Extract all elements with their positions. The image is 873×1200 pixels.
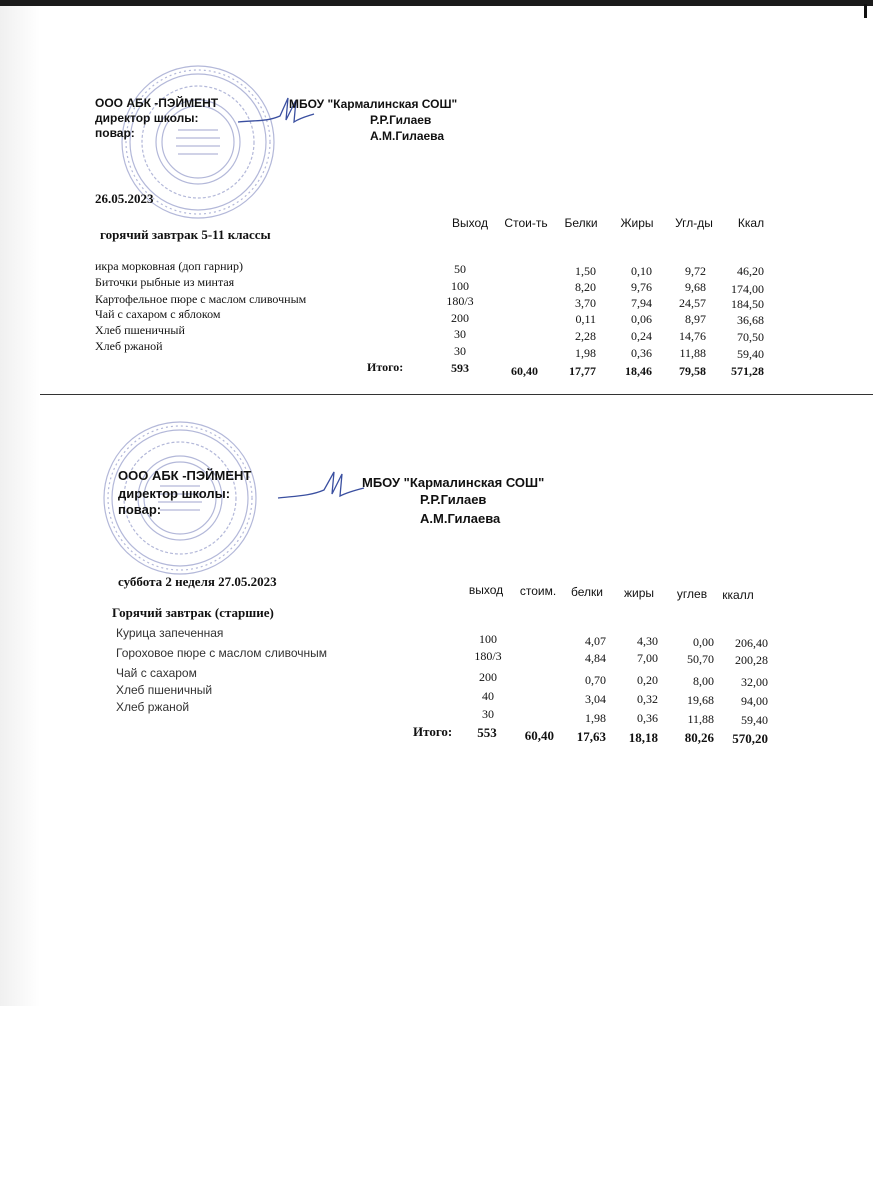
item-kcal: 94,00 [741, 694, 768, 708]
item-protein: 3,04 [585, 692, 606, 706]
item-kcal: 32,00 [741, 675, 768, 689]
item-out: 30 [454, 327, 466, 341]
item-name: Курица запеченная [116, 626, 224, 640]
cook-label: повар: [118, 502, 162, 517]
director-label: директор школы: [95, 111, 199, 125]
total-protein: 17,77 [569, 364, 596, 378]
item-protein: 0,70 [585, 673, 606, 687]
item-carbs: 9,68 [685, 280, 706, 294]
item-name: Картофельное пюре с маслом сливочным [95, 292, 307, 306]
item-fat: 7,94 [631, 296, 652, 310]
item-fat: 9,76 [631, 280, 652, 294]
col-header-cost: Стои-ть [504, 216, 548, 230]
item-kcal: 184,50 [731, 297, 764, 311]
cook-name: А.М.Гилаева [420, 511, 501, 526]
signature-2 [276, 466, 366, 506]
col-header-out: Выход [452, 216, 488, 230]
total-label: Итого: [367, 360, 404, 374]
col-header-carbs: углев [676, 587, 708, 601]
item-fat: 0,10 [631, 264, 652, 278]
total-out: 553 [477, 725, 497, 740]
col-header-kcal: Ккал [737, 216, 765, 230]
item-name: Чай с сахаром с яблоком [95, 307, 221, 321]
item-out: 180/3 [446, 294, 474, 308]
menu-date: суббота 2 неделя 27.05.2023 [118, 574, 277, 589]
director-label: директор школы: [118, 486, 231, 501]
cook-name: А.М.Гилаева [370, 129, 445, 143]
total-out: 593 [451, 361, 469, 375]
item-fat: 0,36 [631, 346, 652, 360]
item-protein: 3,70 [575, 296, 596, 310]
item-name: Биточки рыбные из минтая [95, 275, 235, 289]
item-protein: 1,98 [585, 711, 606, 725]
school-name: МБОУ "Кармалинская СОШ" [289, 97, 458, 111]
item-name: Гороховое пюре с маслом сливочным [116, 646, 327, 660]
item-out: 100 [479, 632, 497, 646]
item-protein: 8,20 [575, 280, 596, 294]
total-carbs: 79,58 [679, 364, 706, 378]
cook-label: повар: [95, 126, 135, 140]
meal-title: горячий завтрак 5-11 классы [100, 227, 271, 242]
item-protein: 1,50 [575, 264, 596, 278]
item-carbs: 19,68 [687, 693, 714, 707]
col-header-carbs: Угл-ды [675, 216, 713, 230]
item-out: 180/3 [474, 649, 502, 663]
item-carbs: 11,88 [687, 712, 714, 726]
meal-title: Горячий завтрак (старшие) [112, 605, 274, 620]
item-out: 50 [454, 262, 466, 276]
item-kcal: 36,68 [737, 313, 764, 327]
item-protein: 4,07 [585, 634, 606, 648]
col-header-fat: жиры [623, 586, 655, 600]
total-protein: 17,63 [576, 729, 606, 744]
item-fat: 0,32 [637, 692, 658, 706]
menu-date: 26.05.2023 [95, 191, 154, 206]
item-carbs: 24,57 [679, 296, 706, 310]
org-name: ООО АБК -ПЭЙМЕНТ [118, 468, 252, 483]
item-carbs: 8,00 [693, 674, 714, 688]
item-fat: 0,06 [631, 312, 652, 326]
scan-corner-mark [864, 4, 867, 18]
total-kcal: 571,28 [731, 364, 764, 378]
total-kcal: 570,20 [732, 731, 768, 746]
director-name: Р.Р.Гилаев [420, 492, 487, 507]
col-header-kcal: ккалл [722, 588, 754, 602]
item-out: 40 [482, 689, 494, 703]
item-kcal: 59,40 [737, 347, 764, 361]
scan-top-edge [0, 0, 873, 6]
item-protein: 2,28 [575, 329, 596, 343]
scan-left-shadow [0, 6, 40, 1006]
item-name: Хлеб пшеничный [95, 323, 185, 337]
item-kcal: 70,50 [737, 330, 764, 344]
item-name: Хлеб пшеничный [116, 683, 213, 697]
item-out: 200 [451, 311, 469, 325]
item-protein: 1,98 [575, 346, 596, 360]
item-carbs: 0,00 [693, 635, 714, 649]
item-out: 30 [482, 707, 494, 721]
item-kcal: 59,40 [741, 713, 768, 727]
item-carbs: 9,72 [685, 264, 706, 278]
col-header-protein: белки [571, 585, 603, 599]
item-fat: 7,00 [637, 651, 658, 665]
col-header-protein: Белки [564, 216, 598, 230]
item-out: 100 [451, 279, 469, 293]
org-name: ООО АБК -ПЭЙМЕНТ [95, 96, 219, 110]
director-name: Р.Р.Гилаев [370, 113, 432, 127]
total-cost: 60,40 [511, 364, 538, 378]
total-cost: 60,40 [524, 728, 554, 743]
item-name: Хлеб ржаной [95, 339, 163, 353]
col-header-out: выход [468, 583, 504, 597]
item-carbs: 11,88 [679, 346, 706, 360]
item-fat: 0,20 [637, 673, 658, 687]
school-name: МБОУ "Кармалинская СОШ" [362, 475, 545, 490]
item-protein: 0,11 [575, 312, 596, 326]
item-fat: 0,36 [637, 711, 658, 725]
item-kcal: 46,20 [737, 264, 764, 278]
item-kcal: 206,40 [735, 636, 768, 650]
total-label: Итого: [413, 724, 453, 739]
col-header-fat: Жиры [620, 216, 654, 230]
item-name: Чай с сахаром [116, 666, 197, 680]
item-protein: 4,84 [585, 651, 606, 665]
cut-line [40, 394, 873, 395]
col-header-cost: стоим. [519, 584, 557, 598]
item-carbs: 8,97 [685, 312, 706, 326]
item-carbs: 14,76 [679, 329, 706, 343]
item-carbs: 50,70 [687, 652, 714, 666]
total-fat: 18,18 [628, 730, 658, 745]
item-kcal: 200,28 [735, 653, 768, 667]
total-carbs: 80,26 [684, 730, 714, 745]
item-fat: 0,24 [631, 329, 652, 343]
total-fat: 18,46 [625, 364, 652, 378]
item-name: икра морковная (доп гарнир) [95, 259, 243, 273]
item-name: Хлеб ржаной [116, 700, 190, 714]
item-out: 200 [479, 670, 497, 684]
item-kcal: 174,00 [731, 282, 764, 296]
item-out: 30 [454, 344, 466, 358]
item-fat: 4,30 [637, 634, 658, 648]
